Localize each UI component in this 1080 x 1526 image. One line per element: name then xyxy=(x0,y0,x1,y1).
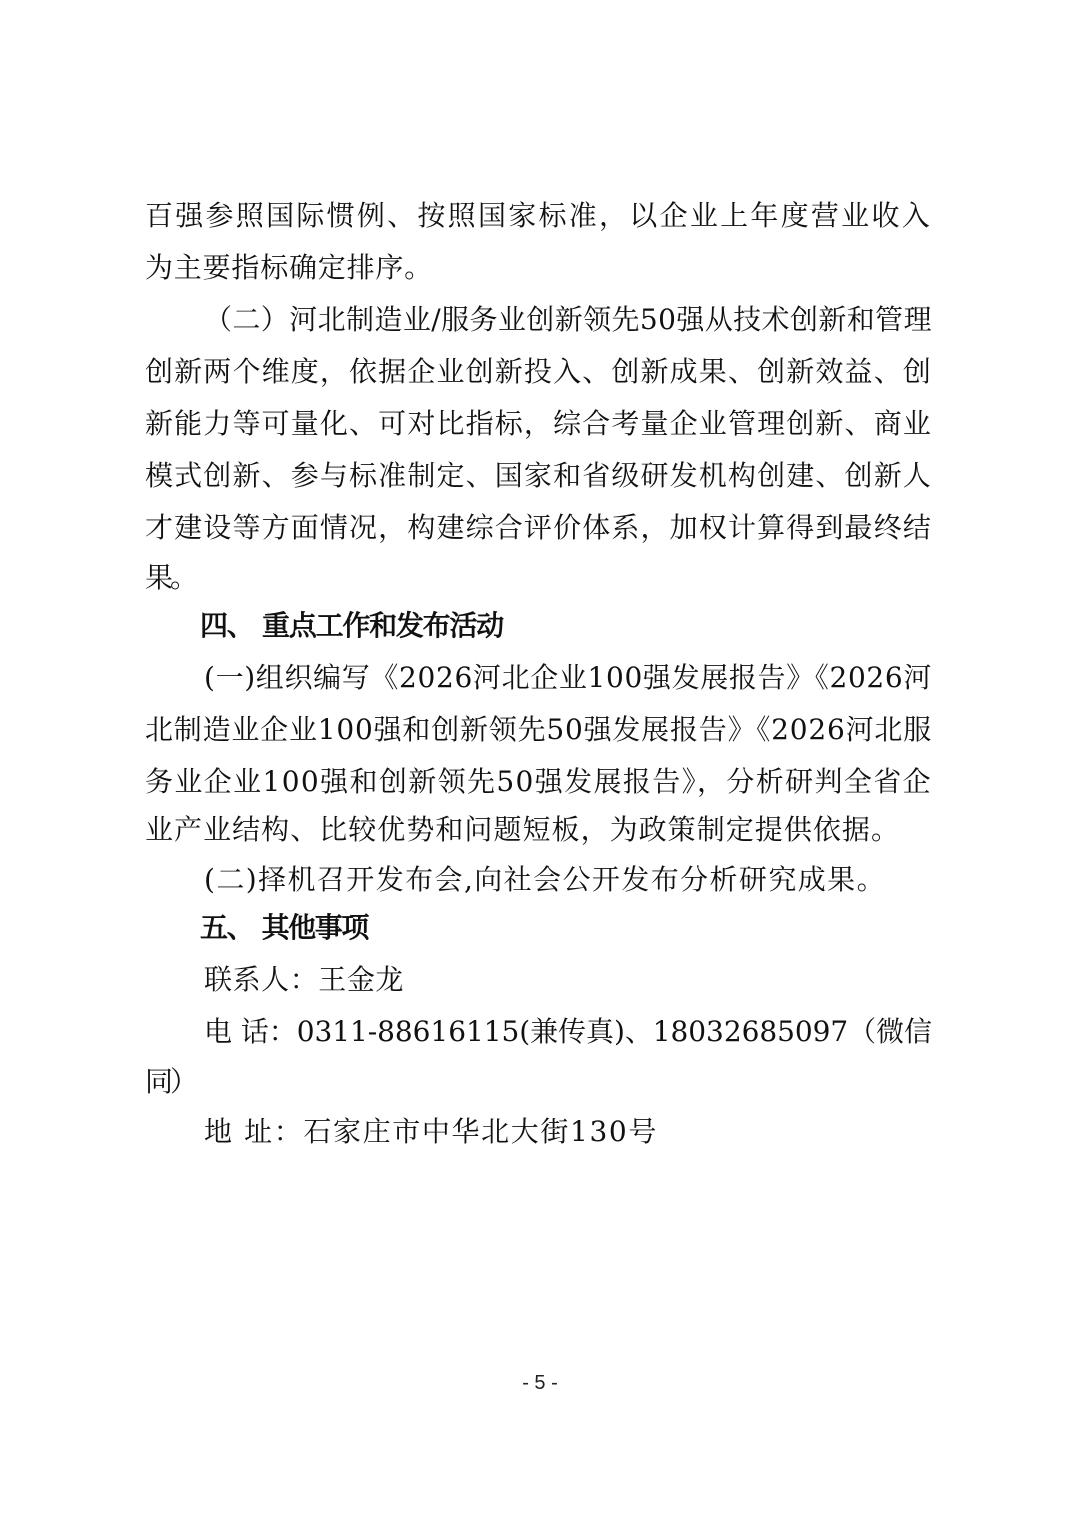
page-number: - 5 - xyxy=(522,1372,558,1394)
paragraph-line: 果。 xyxy=(145,561,195,594)
contact-phone-continued: 同） xyxy=(145,1065,195,1098)
paragraph-line: 为主要指标确定排序。 xyxy=(145,251,433,284)
paragraph-line: 创新两个维度，依据企业创新投入、创新成果、创新效益、创 xyxy=(145,355,932,388)
section-heading: 五、 其他事项 xyxy=(200,911,368,944)
paragraph-line: 百强参照国际惯例、按照国家标准，以企业上年度营业收入 xyxy=(145,199,932,232)
paragraph-line: 模式创新、参与标准制定、国家和省级研发机构创建、创新人 xyxy=(145,459,932,492)
paragraph-line: 业产业结构、比较优势和问题短板，为政策制定提供依据。 xyxy=(145,813,900,846)
paragraph-line: （二）河北制造业/服务业创新领先50强从技术创新和管理 xyxy=(204,303,932,336)
paragraph-line: 新能力等可量化、可对比指标，综合考量企业管理创新、商业 xyxy=(145,407,932,440)
contact-address: 地 址：石家庄市中华北大街130号 xyxy=(204,1115,658,1148)
paragraph-line: (二)择机召开发布会,向社会公开发布分析研究成果。 xyxy=(204,863,886,896)
contact-person: 联系人：王金龙 xyxy=(204,963,404,996)
paragraph-line: 才建设等方面情况，构建综合评价体系，加权计算得到最终结 xyxy=(145,511,932,544)
section-heading: 四、 重点工作和发布活动 xyxy=(200,609,503,642)
paragraph-line: 务业企业100强和创新领先50强发展报告》，分析研判全省企 xyxy=(145,765,932,798)
contact-phone: 电 话：0311-88616115(兼传真)、18032685097（微信 xyxy=(204,1015,932,1048)
paragraph-line: (一)组织编写《2026河北企业100强发展报告》《2026河 xyxy=(204,661,932,694)
paragraph-line: 北制造业企业100强和创新领先50强发展报告》《2026河北服 xyxy=(145,713,932,746)
